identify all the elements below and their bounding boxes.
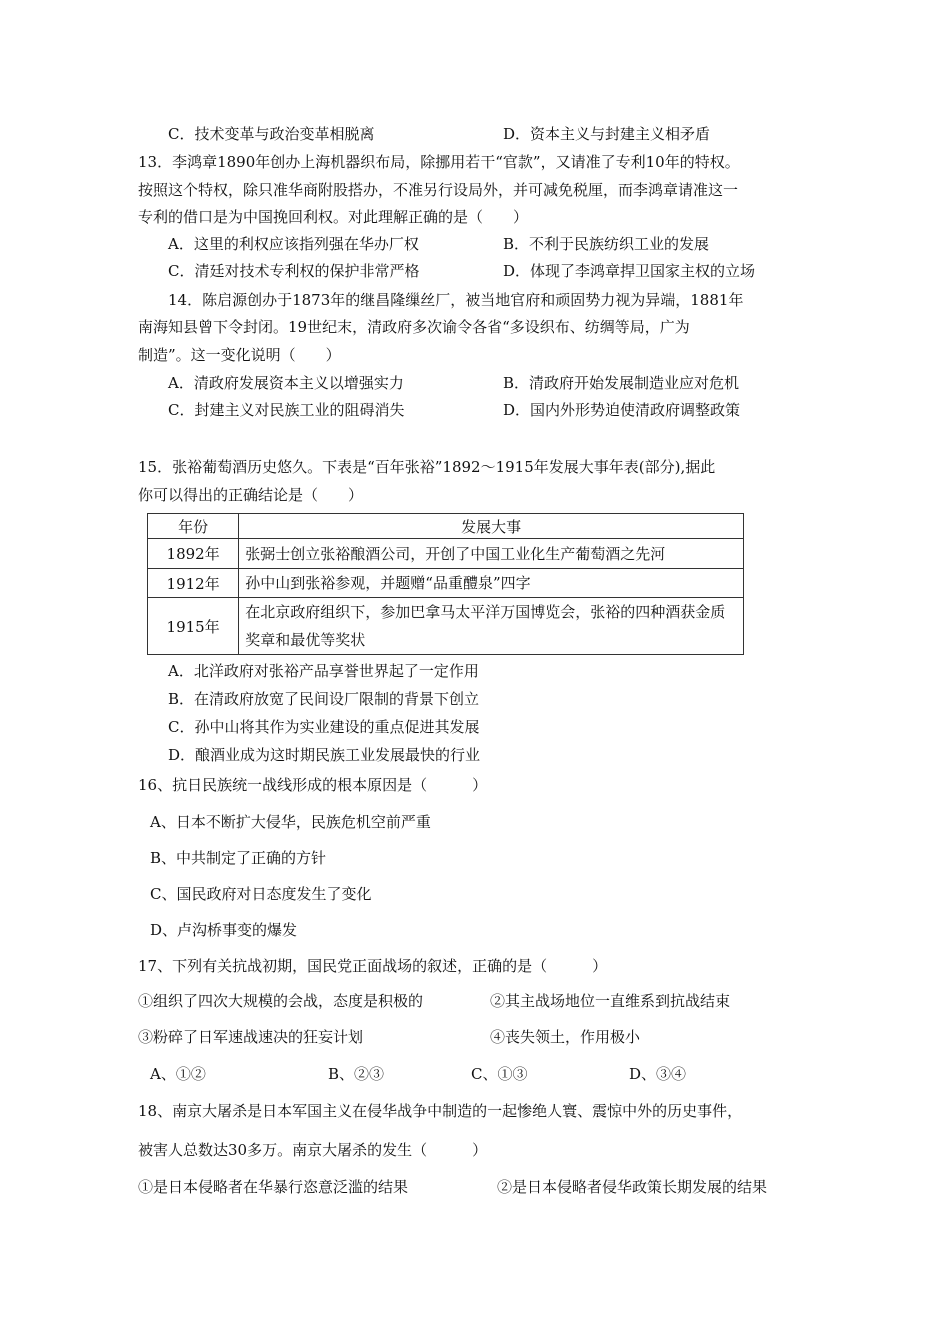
- q13-option-d: D．体现了李鸿章捍卫国家主权的立场: [503, 262, 756, 280]
- q17-option-a: A、①②: [150, 1065, 206, 1083]
- q12-option-d: D．资本主义与封建主义相矛盾: [503, 125, 711, 143]
- q17-item-2: ②其主战场地位一直维系到抗战结束: [490, 992, 731, 1010]
- table-header-row: [148, 514, 744, 539]
- q14-option-a: A．清政府发展资本主义以增强实力: [168, 374, 404, 392]
- q15-option-b: B．在清政府放宽了民间设厂限制的背景下创立: [168, 690, 480, 708]
- q17-option-c: C、①③: [471, 1065, 528, 1083]
- q13-stem-line1: 13．李鸿章1890年创办上海机器织布局，除挪用若干“官款”，又请准了专利10年的特权。: [138, 153, 740, 171]
- zhangyu-events-table: [147, 513, 744, 655]
- q13-option-b: B．不利于民族纺织工业的发展: [503, 235, 710, 253]
- q17-option-d: D、③④: [629, 1065, 687, 1083]
- q15-stem-line1: 15．张裕葡萄酒历史悠久。下表是“百年张裕”1892～1915年发展大事年表(部分),据此: [138, 458, 716, 476]
- q14-stem-line2: 南海知县曾下令封闭。19世纪末，清政府多次谕令各省“多设织布、纺绸等局，广为: [138, 318, 690, 336]
- table-row: [148, 569, 744, 598]
- table-cell-event: 张弼士创立张裕酿酒公司，开创了中国工业化生产葡萄酒之先河: [239, 539, 744, 569]
- q14-stem-line3: 制造”。这一变化说明（ ）: [138, 346, 341, 364]
- q14-stem-line1: 14．陈启源创办于1873年的继昌隆缫丝厂，被当地官府和顽固势力视为异端，1881年: [168, 291, 744, 309]
- table-row: [148, 539, 744, 569]
- q17-option-b: B、②③: [328, 1065, 385, 1083]
- q16-stem: 16、抗日民族统一战线形成的根本原因是（ ）: [138, 776, 488, 794]
- q18-item-2: ②是日本侵略者侵华政策长期发展的结果: [497, 1178, 768, 1196]
- q15-option-a: A．北洋政府对张裕产品享誉世界起了一定作用: [168, 662, 479, 680]
- q16-option-d: D、卢沟桥事变的爆发: [150, 921, 298, 939]
- q13-stem-line3: 专利的借口是为中国挽回利权。对此理解正确的是（ ）: [138, 208, 529, 226]
- q18-stem-line2: 被害人总数达30多万。南京大屠杀的发生（ ）: [138, 1141, 488, 1159]
- table-cell-year: 1892年: [148, 539, 239, 569]
- table-cell-year: 1912年: [148, 569, 239, 598]
- q12-option-c: C．技术变革与政治变革相脱离: [168, 125, 375, 143]
- q13-option-a: A．这里的利权应该指列强在华办厂权: [168, 235, 419, 253]
- table-cell-event: 在北京政府组织下，参加巴拿马太平洋万国博览会，张裕的四种酒获金质奖章和最优等奖状: [239, 598, 744, 655]
- table-cell-event: 孙中山到张裕参观，并题赠“品重醴泉”四字: [239, 569, 744, 598]
- q15-option-c: C．孙中山将其作为实业建设的重点促进其发展: [168, 718, 480, 736]
- q16-option-b: B、中共制定了正确的方针: [150, 849, 327, 867]
- q13-stem-line2: 按照这个特权，除只准华商附股搭办，不准另行设局外，并可减免税厘，而李鸿章请准这一: [138, 181, 739, 199]
- q14-option-d: D．国内外形势迫使清政府调整政策: [503, 401, 741, 419]
- q17-item-1: ①组织了四次大规模的会战，态度是积极的: [138, 992, 424, 1010]
- q16-option-a: A、日本不断扩大侵华，民族危机空前严重: [150, 813, 431, 831]
- q16-option-c: C、国民政府对日态度发生了变化: [150, 885, 372, 903]
- q14-option-b: B．清政府开始发展制造业应对危机: [503, 374, 740, 392]
- q14-option-c: C．封建主义对民族工业的阻碍消失: [168, 401, 405, 419]
- table-header-year: 年份: [148, 514, 239, 539]
- q17-item-3: ③粉碎了日军速战速决的狂妄计划: [138, 1028, 364, 1046]
- q13-option-c: C．清廷对技术专利权的保护非常严格: [168, 262, 420, 280]
- table-header-event: 发展大事: [239, 514, 744, 539]
- q17-item-4: ④丧失领土，作用极小: [490, 1028, 641, 1046]
- q18-stem-line1: 18、南京大屠杀是日本军国主义在侵华战争中制造的一起惨绝人寰、震惊中外的历史事件，: [138, 1102, 743, 1120]
- q15-stem-line2: 你可以得出的正确结论是（ ）: [138, 486, 364, 504]
- table-row: [148, 598, 744, 655]
- q18-item-1: ①是日本侵略者在华暴行恣意泛滥的结果: [138, 1178, 409, 1196]
- table-cell-year: 1915年: [148, 598, 239, 655]
- q15-option-d: D．酿酒业成为这时期民族工业发展最快的行业: [168, 746, 481, 764]
- q17-stem: 17、下列有关抗战初期，国民党正面战场的叙述，正确的是（ ）: [138, 957, 608, 975]
